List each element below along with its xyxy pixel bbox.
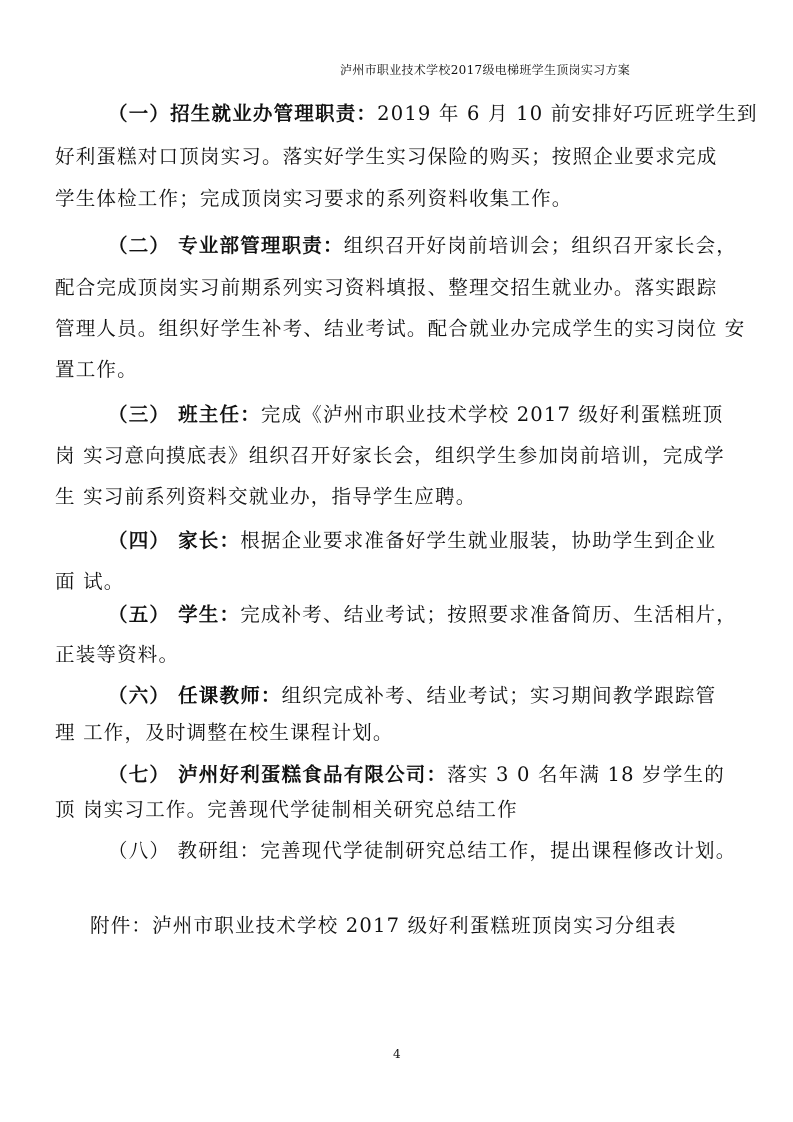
section-3-heading: （三） 班主任： xyxy=(108,403,261,426)
section-7-heading: （七） 泸州好利蛋糕食品有限公司： xyxy=(108,763,448,786)
section-2-line-3: 管理人员。组织好学生补考、结业考试。配合就业办完成学生的实习岗位 安 xyxy=(55,317,746,340)
section-4-heading: （四） 家长： xyxy=(108,529,241,552)
section-6-heading: （六） 任课教师： xyxy=(108,684,282,707)
section-3-line-3: 生 实习前系列资料交就业办，指导学生应聘。 xyxy=(55,485,477,508)
section-1-line-2: 好利蛋糕对口顶岗实习。落实好学生实习保险的购买；按照企业要求完成 xyxy=(55,145,718,168)
attachment-line: 附件：泸州市职业技术学校 2017 级好利蛋糕班顶岗实习分组表 xyxy=(90,914,677,937)
section-7-first-line xyxy=(108,762,725,788)
section-2-heading: （二） 专业部管理职责： xyxy=(108,234,344,257)
section-3-line-2: 岗 实习意向摸底表》组织召开好家长会，组织学生参加岗前培训，完成学 xyxy=(55,444,725,467)
section-3-first-line xyxy=(108,402,723,428)
section-5-first-line xyxy=(108,602,737,628)
section-5-heading: （五） 学生： xyxy=(108,603,241,626)
section-4-line-2: 面 试。 xyxy=(55,570,125,593)
section-1-heading: （一）招生就业办管理职责： xyxy=(108,102,378,125)
section-6-line-1: 组织完成补考、结业考试；实习期间教学跟踪管 xyxy=(281,684,717,707)
section-8-line-1: 完善现代学徒制研究总结工作，提出课程修改计划。 xyxy=(260,839,737,862)
section-1-first-line xyxy=(108,101,758,127)
section-5-line-2: 正装等资料。 xyxy=(55,643,180,666)
section-8-first-line xyxy=(108,838,736,864)
section-8-heading: （八） 教研组： xyxy=(108,839,261,862)
section-5-line-1: 完成补考、结业考试；按照要求准备简历、生活相片， xyxy=(240,603,738,626)
section-6-first-line xyxy=(108,683,716,709)
section-2-line-1: 组织召开好岗前培训会；组织召开家长会， xyxy=(343,234,738,257)
section-3-line-1: 完成《泸州市职业技术学校 2017 级好利蛋糕班顶 xyxy=(260,403,724,426)
section-2-line-4: 置工作。 xyxy=(55,358,138,381)
section-1-line-3: 学生体检工作；完成顶岗实习要求的系列资料收集工作。 xyxy=(55,187,573,210)
section-2-line-2: 配合完成顶岗实习前期系列实习资料填报、整理交招生就业办。落实跟踪 xyxy=(55,276,718,299)
page-header: 泸州市职业技术学校2017级电梯班学生顶岗实习方案 xyxy=(340,63,631,77)
section-4-line-1: 根据企业要求准备好学生就业服装，协助学生到企业 xyxy=(240,529,717,552)
section-2-first-line xyxy=(108,233,737,259)
page-number: 4 xyxy=(393,1047,401,1061)
section-4-first-line xyxy=(108,528,716,554)
section-1-line-1: 2019 年 6 月 10 前安排好巧匠班学生到 xyxy=(377,102,758,125)
section-7-line-2: 顶 岗实习工作。完善现代学徒制相关研究总结工作 xyxy=(55,798,518,821)
section-7-line-1: 落实 3 0 名年满 18 岁学生的 xyxy=(447,763,725,786)
section-6-line-2: 理 工作，及时调整在校生课程计划。 xyxy=(55,721,394,744)
